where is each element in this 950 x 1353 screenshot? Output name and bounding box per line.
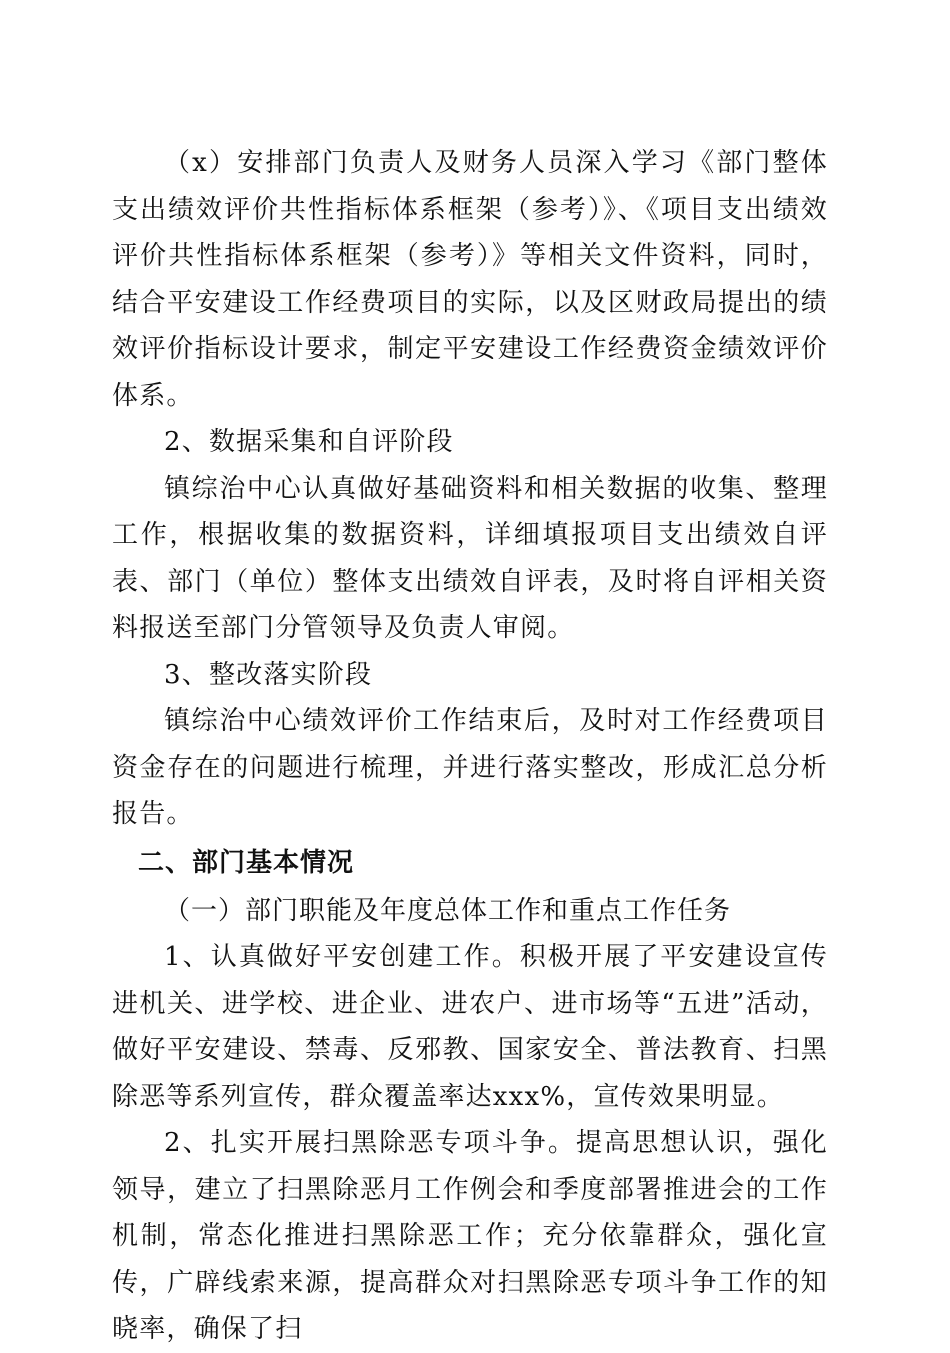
heading-data-collection-stage: 2、数据采集和自评阶段 [164,427,454,457]
section-heading-department-basics: 二、部门基本情况 [138,847,355,878]
paragraph-study-arrangement: （x）安排部门负责人及财务人员深入学习《部门整体支出绩效评价共性指标体系框架（参考）》、《项目支出绩效评价共性指标体系框架（参考）》等相关文件资料，同时，结合平安建设工作经费项目的实际，以及区财政局提出的绩效评价指标设计要求，制定平安建设工作经费资金绩效评价体系。 [112,148,828,411]
paragraph-rectification: 镇综治中心绩效评价工作结束后，及时对工作经费项目资金存在的问题进行梳理，并进行落实整改，形成汇总分析报告。 [112,706,828,829]
heading-rectification-stage: 3、整改落实阶段 [164,659,373,690]
paragraph-safety-creation: 1、认真做好平安创建工作。积极开展了平安建设宣传进机关、进学校、进企业、进农户、进市场等“五进”活动，做好平安建设、禁毒、反邪教、国家安全、普法教育、扫黑除恶等系列宣传，群众覆盖率达xxx%，宣传效果明显。 [112,942,828,1112]
document-page [112,140,828,1353]
paragraph-data-collection: 镇综治中心认真做好基础资料和相关数据的收集、整理工作，根据收集的数据资料，详细填报项目支出绩效自评表、部门（单位）整体支出绩效自评表，及时将自评相关资料报送至部门分管领导及负责人审阅。 [112,473,828,643]
paragraph-anti-gang-campaign: 2、扎实开展扫黑除恶专项斗争。提高思想认识，强化领导，建立了扫黑除恶月工作例会和季度部署推进会的工作机制，常态化推进扫黑除恶工作；充分依靠群众，强化宣传，广辟线索来源，提高群众对扫黑除恶专项斗争工作的知晓率，确保了扫 [112,1128,828,1344]
subsection-heading-functions-tasks: （一）部门职能及年度总体工作和重点工作任务 [164,895,732,926]
